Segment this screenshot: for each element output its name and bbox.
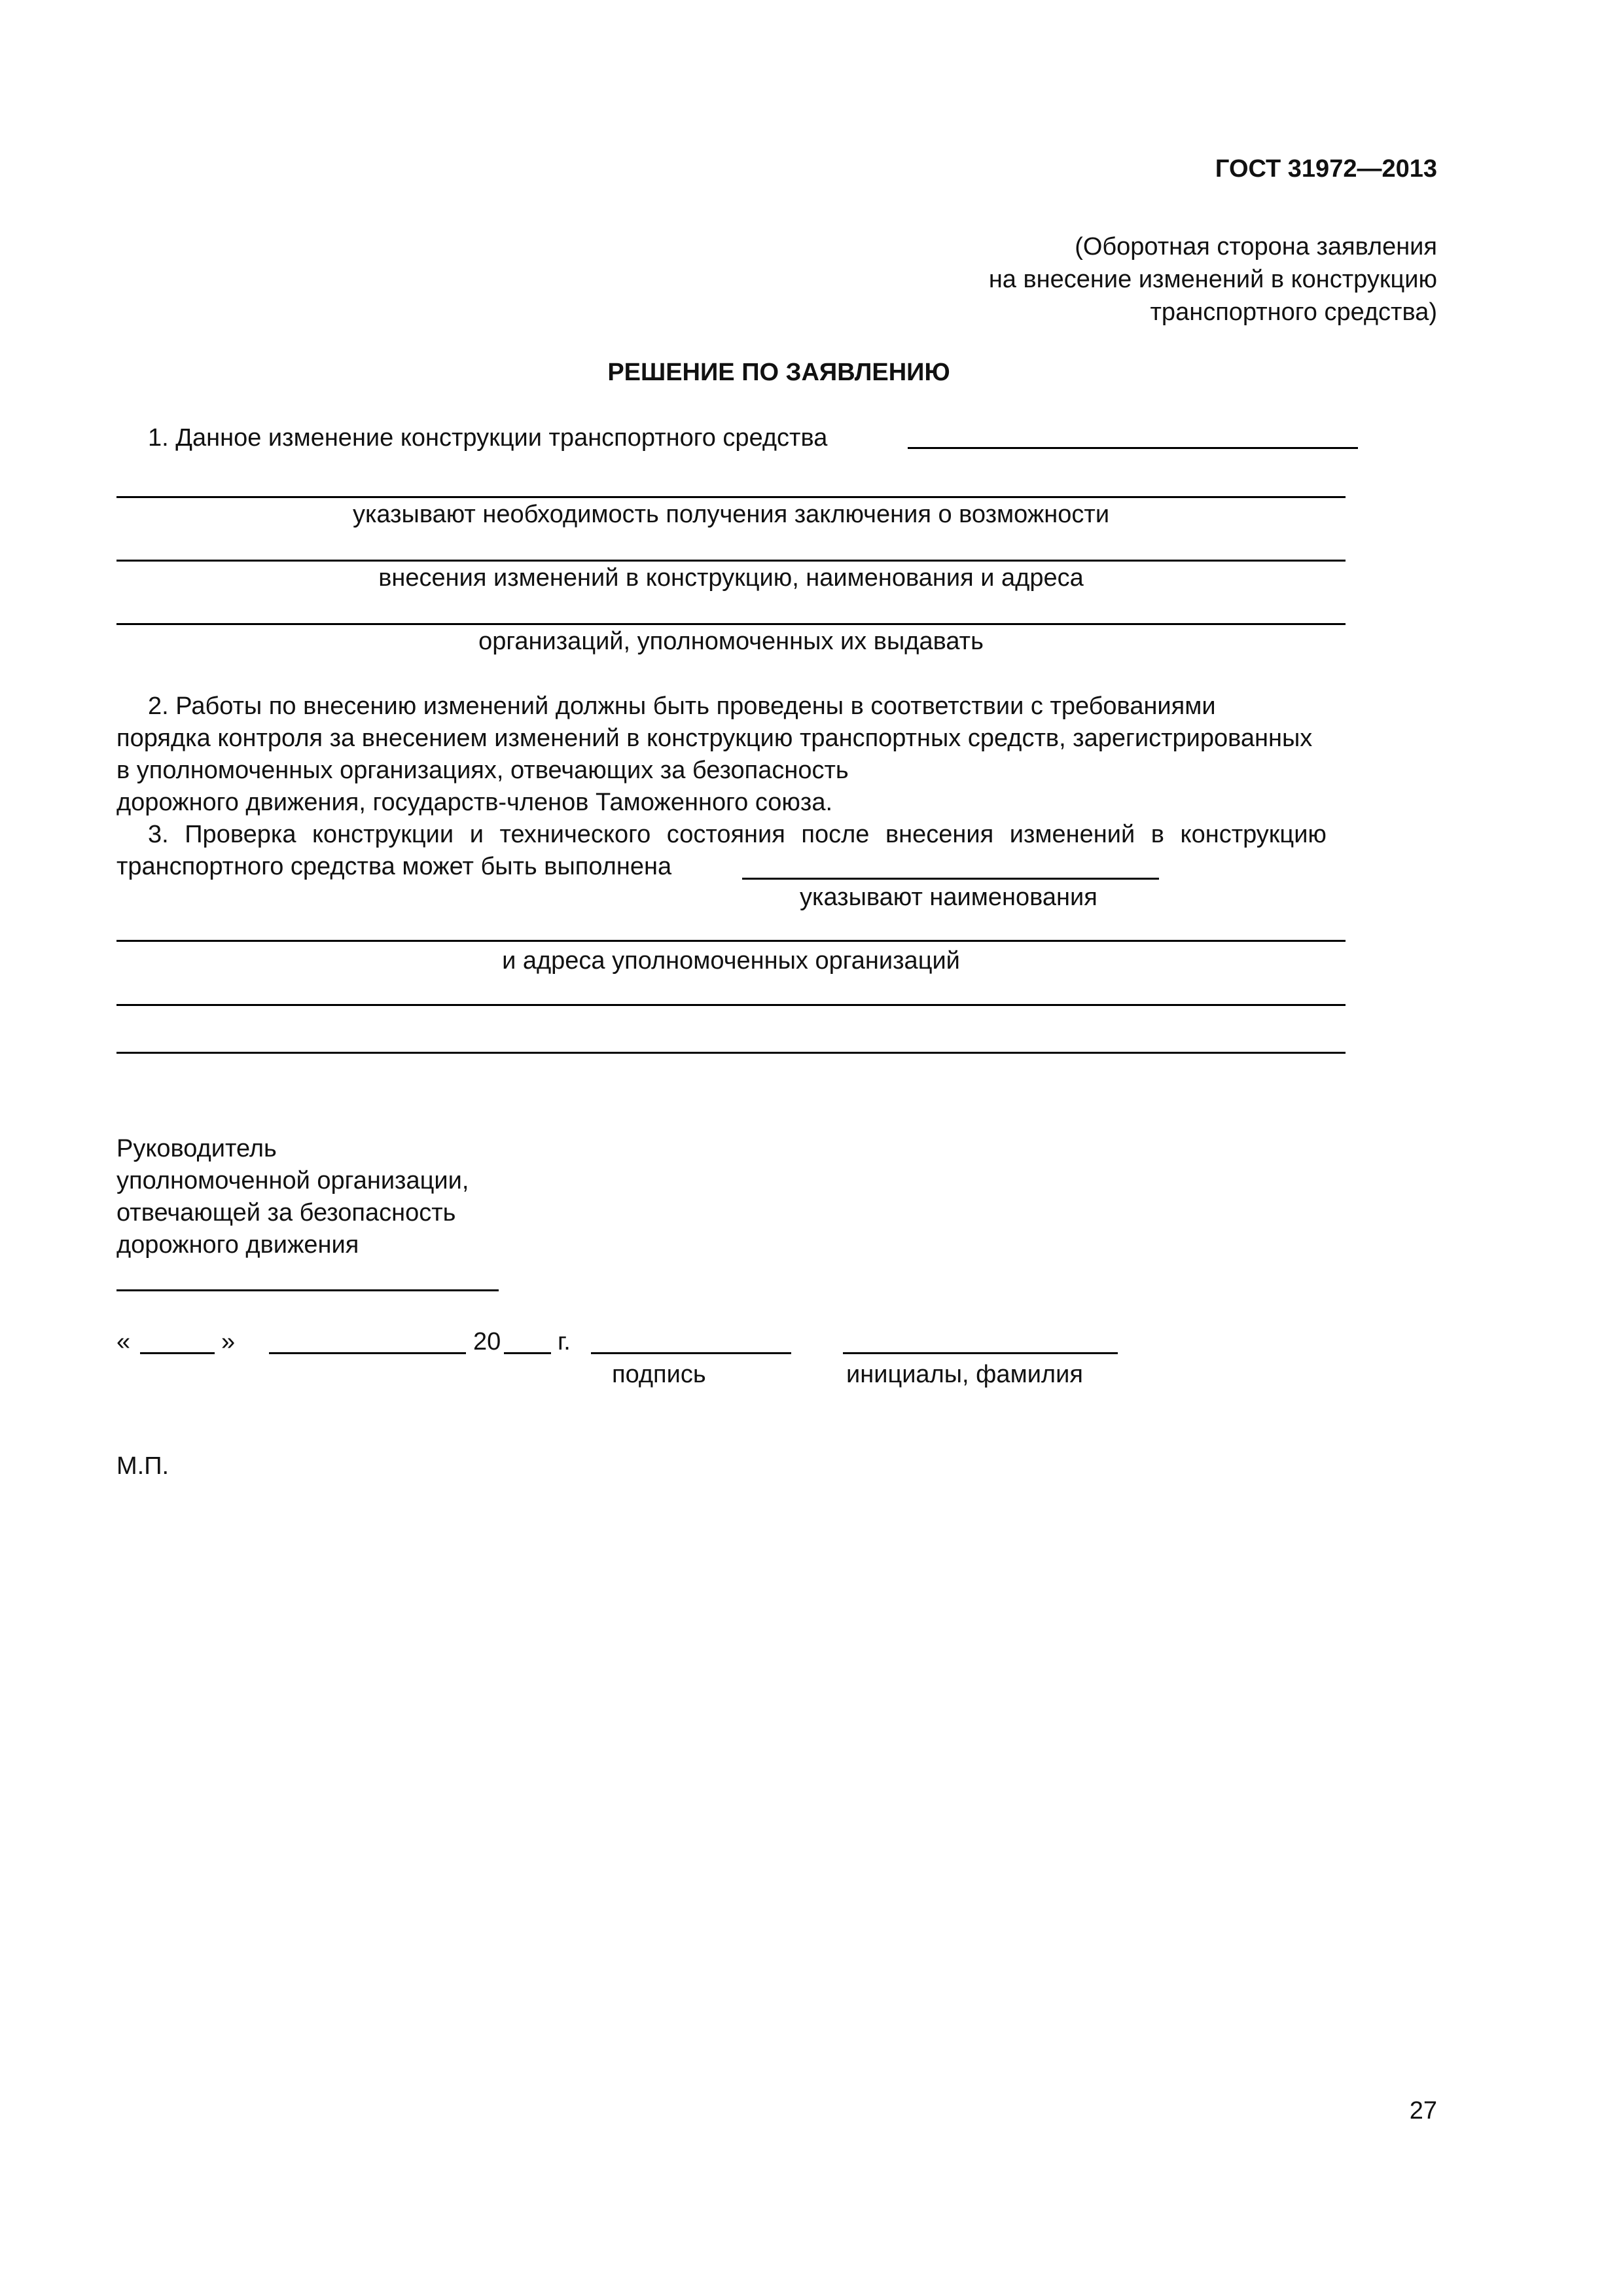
item1-hint: внесения изменений в конструкцию, наименования и адреса bbox=[378, 564, 1084, 592]
item2-line: в уполномоченных организациях, отвечающих за безопасность bbox=[116, 757, 849, 784]
year-suffix: г. bbox=[558, 1328, 571, 1355]
month-blank[interactable] bbox=[269, 1352, 466, 1354]
name-blank[interactable] bbox=[843, 1352, 1118, 1354]
item3-blank-line[interactable] bbox=[742, 878, 1159, 880]
item3-hint: и адреса уполномоченных организаций bbox=[502, 947, 960, 975]
item3-hint: указывают наименования bbox=[800, 884, 1097, 911]
signature-label: подпись bbox=[612, 1361, 706, 1388]
section-title: РЕШЕНИЕ ПО ЗАЯВЛЕНИЮ bbox=[607, 359, 950, 386]
item1-text: 1. Данное изменение конструкции транспортного средства bbox=[148, 424, 828, 452]
year-blank[interactable] bbox=[504, 1352, 551, 1354]
item2-line: 2. Работы по внесению изменений должны быть проведены в соответствии с требованиями bbox=[148, 692, 1216, 720]
item3-line: транспортного средства может быть выполнена bbox=[116, 853, 672, 880]
item1-hint: указывают необходимость получения заключения о возможности bbox=[352, 501, 1110, 528]
signatory-line: дорожного движения bbox=[116, 1231, 359, 1259]
year-prefix: 20 bbox=[473, 1328, 501, 1355]
item3-blank-line[interactable] bbox=[116, 1004, 1346, 1006]
form-note-line: транспортного средства) bbox=[1150, 298, 1437, 326]
standard-number: ГОСТ 31972—2013 bbox=[1215, 155, 1437, 183]
page-number: 27 bbox=[1409, 2097, 1437, 2125]
signature-blank[interactable] bbox=[591, 1352, 791, 1354]
item3-line: 3. Проверка конструкции и технического состояния после внесения изменений в конструкцию bbox=[148, 821, 1327, 848]
name-label: инициалы, фамилия bbox=[846, 1361, 1083, 1388]
open-quote: « bbox=[116, 1328, 131, 1355]
item1-blank-line[interactable] bbox=[116, 560, 1346, 562]
close-quote: » bbox=[221, 1328, 236, 1355]
signatory-line: отвечающей за безопасность bbox=[116, 1199, 456, 1227]
signatory-block bbox=[116, 1133, 469, 1261]
day-blank[interactable] bbox=[140, 1352, 215, 1354]
item1-hint: организаций, уполномоченных их выдавать bbox=[478, 628, 984, 655]
item2-line: порядка контроля за внесением изменений в конструкцию транспортных средств, зарегистрированных bbox=[116, 725, 1313, 752]
form-note-line: на внесение изменений в конструкцию bbox=[988, 266, 1437, 293]
form-note bbox=[989, 230, 1437, 329]
signatory-line: уполномоченной организации, bbox=[116, 1167, 469, 1194]
item3-blank-line[interactable] bbox=[116, 940, 1346, 942]
signatory-line: Руководитель bbox=[116, 1135, 277, 1162]
item2-line: дорожного движения, государств-членов Таможенного союза. bbox=[116, 789, 833, 816]
stamp-mark: М.П. bbox=[116, 1452, 169, 1480]
form-note-line: (Оборотная сторона заявления bbox=[1075, 233, 1437, 260]
item1-blank-line[interactable] bbox=[908, 447, 1358, 449]
item1-blank-line[interactable] bbox=[116, 623, 1346, 625]
item1-blank-line[interactable] bbox=[116, 496, 1346, 498]
item3-blank-line[interactable] bbox=[116, 1052, 1346, 1054]
signatory-blank-line[interactable] bbox=[116, 1289, 499, 1291]
